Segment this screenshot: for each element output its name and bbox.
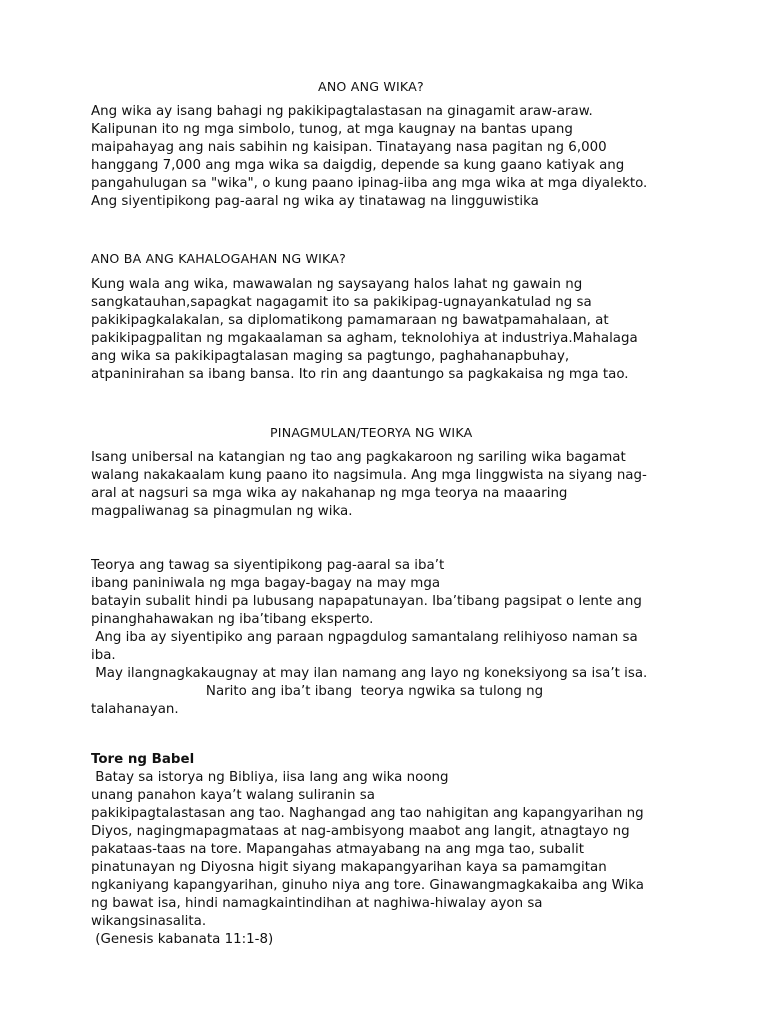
paragraph-line: talahanayan. [91, 702, 179, 717]
paragraph-line: pinanghahawakan ng iba’tibang eksperto. [91, 612, 374, 627]
paragraph-line: hanggang 7,000 ang mga wika sa daigdig, depende sa kung gaano katiyak ang [91, 158, 625, 173]
paragraph-line: magpaliwanag sa pinagmulan ng wika. [91, 504, 353, 519]
paragraph-line: ang wika sa pakikipagtalasan maging sa pagtungo, paghahanapbuhay, [91, 349, 570, 364]
paragraph-line: sangkatauhan,sapagkat nagagamit ito sa pakikipag-ugnayankatulad ng sa [91, 295, 592, 310]
paragraph-line: May ilangnagkakaugnay at may ilan namang ang layo ng koneksiyong sa isa’t isa. [91, 666, 648, 681]
heading-ano-ang-wika: ANO ANG WIKA? [318, 79, 424, 94]
paragraph-line: Narito ang iba’t ibang teorya ngwika sa tulong ng [91, 684, 544, 699]
paragraph-line: pangahulugan sa "wika", o kung paano ipinag-iiba ang mga wika at mga diyalekto. [91, 176, 648, 191]
paragraph-line: Diyos, nagingmapagmataas at nag-ambisyong maabot ang langit, atnagtayo ng [91, 824, 630, 839]
paragraph-line: walang nakakaalam kung paano ito nagsimula. Ang mga linggwista na siyang nag- [91, 468, 647, 483]
paragraph-line: atpaninirahan sa ibang bansa. Ito rin ang daantungo sa pagkakaisa ng mga tao. [91, 367, 629, 382]
paragraph-line: Ang siyentipikong pag-aaral ng wika ay tinatawag na lingguwistika [91, 194, 539, 209]
paragraph-line: ibang paniniwala ng mga bagay-bagay na may mga [91, 576, 441, 591]
paragraph-line: Isang unibersal na katangian ng tao ang pagkakaroon ng sariling wika bagamat [91, 450, 626, 465]
heading-pinagmulan-teorya: PINAGMULAN/TEORYA NG WIKA [270, 425, 473, 440]
paragraph-line: Ang iba ay siyentipiko ang paraan ngpagdulog samantalang relihiyoso naman sa [91, 630, 638, 645]
heading-tore-ng-babel: Tore ng Babel [91, 752, 195, 767]
paragraph-line: unang panahon kaya’t walang suliranin sa [91, 788, 375, 803]
paragraph-line: Kung wala ang wika, mawawalan ng saysayang halos lahat ng gawain ng [91, 277, 583, 292]
paragraph-line: ngkaniyang kapangyarihan, ginuho niya ang tore. Ginawangmagkakaiba ang Wika [91, 878, 644, 893]
paragraph-line: pakikipagkalakalan, sa diplomatikong pamamaraan ng bawatpamahalaan, at [91, 313, 609, 328]
paragraph-line: pinatunayan ng Diyosna higit siyang makapangyarihan kaya sa pamamgitan [91, 860, 607, 875]
paragraph-line: maipahayag ang nais sabihin ng kaisipan. Tinatayang nasa pagitan ng 6,000 [91, 140, 607, 155]
paragraph-line: aral at nagsuri sa mga wika ay nakahanap ng mga teorya na maaaring [91, 486, 568, 501]
paragraph-line: Teorya ang tawag sa siyentipikong pag-aaral sa iba’t [91, 558, 445, 573]
paragraph-line: wikangsinasalita. [91, 914, 207, 929]
paragraph-line: iba. [91, 648, 116, 663]
paragraph-line: Batay sa istorya ng Bibliya, iisa lang ang wika noong [91, 770, 449, 785]
heading-kahalagahan-ng-wika: ANO BA ANG KAHALOGAHAN NG WIKA? [91, 251, 346, 266]
paragraph-line: Ang wika ay isang bahagi ng pakikipagtalastasan na ginagamit araw-araw. [91, 104, 593, 119]
paragraph-line: pakikipagtalastasan ang tao. Naghangad ang tao nahigitan ang kapangyarihan ng [91, 806, 644, 821]
citation: (Genesis kabanata 11:1-8) [91, 932, 274, 947]
paragraph-line: pakataas-taas na tore. Mapangahas atmayabang na ang mga tao, subalit [91, 842, 584, 857]
paragraph-line: pakikipagpalitan ng mgakaalaman sa agham, teknolohiya at industriya.Mahalaga [91, 331, 638, 346]
paragraph-line: Kalipunan ito ng mga simbolo, tunog, at mga kaugnay na bantas upang [91, 122, 573, 137]
paragraph-line: ng bawat isa, hindi namagkaintindihan at naghiwa-hiwalay ayon sa [91, 896, 543, 911]
paragraph-line: batayin subalit hindi pa lubusang napapatunayan. Iba’tibang pagsipat o lente ang [91, 594, 642, 609]
